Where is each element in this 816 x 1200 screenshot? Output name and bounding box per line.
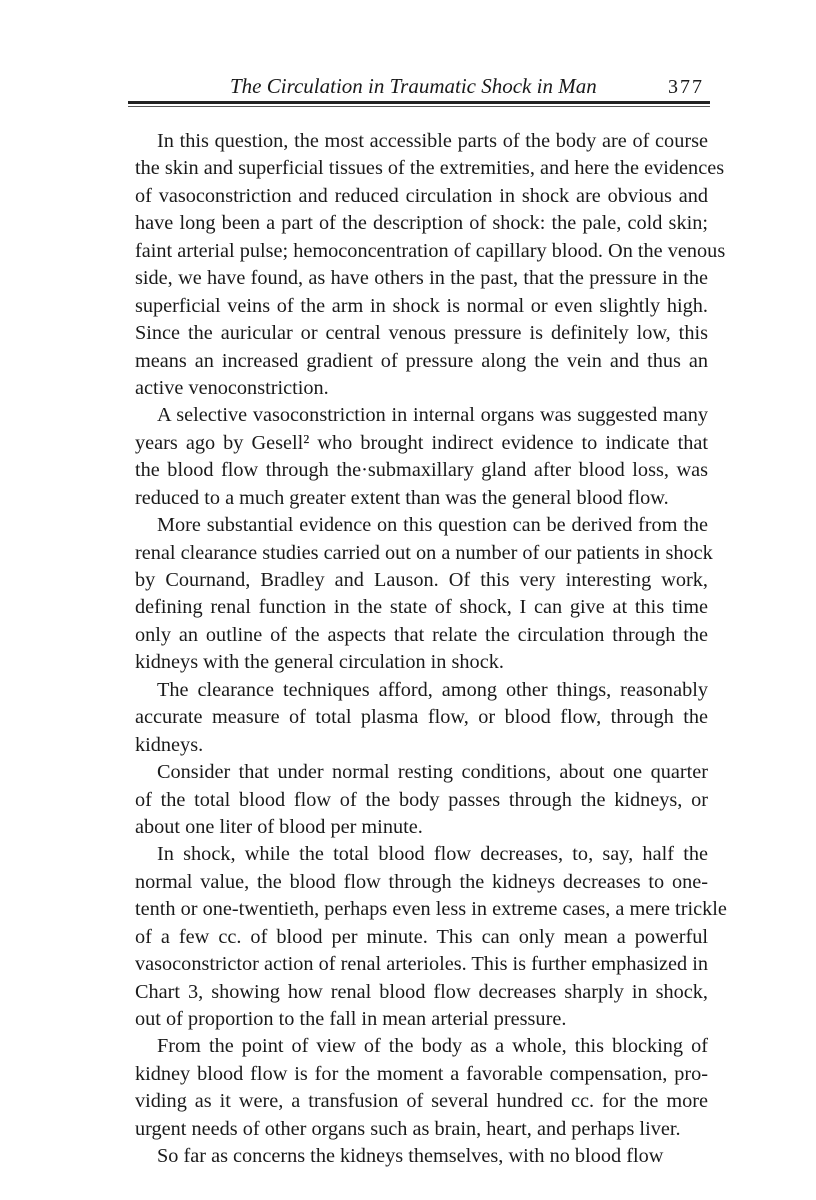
paragraph	[135, 677, 708, 759]
text-line: tenth or one-twentieth, perhaps even less in extreme cases, a mere trickle	[135, 898, 727, 921]
header-rule-thick	[128, 101, 710, 104]
text-line: years ago by Gesell² who brought indirect evidence to indicate that	[135, 431, 708, 454]
text-line: viding as it were, a transfusion of several hundred cc. for the more	[135, 1090, 708, 1113]
paragraph	[135, 1033, 708, 1143]
running-title: The Circulation in Traumatic Shock in Man	[230, 74, 597, 98]
text-line: kidneys with the general circulation in shock.	[135, 651, 504, 674]
text-line: the blood flow through the·submaxillary gland after blood loss, was	[135, 459, 708, 482]
paragraph	[135, 128, 726, 402]
text-line: In this question, the most accessible parts of the body are of course	[157, 130, 708, 152]
text-line: kidney blood flow is for the moment a favorable compensation, pro-	[135, 1062, 708, 1085]
text-line: of a few cc. of blood per minute. This can only mean a powerful	[135, 925, 708, 948]
text-line: normal value, the blood flow through the kidneys decreases to one-	[135, 870, 708, 893]
text-line: kidneys.	[135, 733, 204, 756]
text-line: urgent needs of other organs such as brain, heart, and perhaps liver.	[135, 1117, 681, 1140]
text-line: active venoconstriction.	[135, 376, 329, 399]
text-line: have long been a part of the description of shock: the pale, cold skin;	[135, 212, 708, 235]
text-line: A selective vasoconstriction in internal organs was suggested many	[157, 404, 708, 427]
text-line: out of proportion to the fall in mean arterial pressure.	[135, 1008, 567, 1030]
text-line: Since the auricular or central venous pressure is definitely low, this	[135, 322, 708, 345]
running-header	[130, 74, 710, 100]
text-line: defining renal function in the state of shock, I can give at this time	[135, 596, 708, 619]
paragraph	[135, 1143, 708, 1170]
paragraph	[135, 512, 713, 677]
text-line: So far as concerns the kidneys themselves, with no blood flow	[157, 1145, 664, 1168]
text-line: means an increased gradient of pressure along the vein and thus an	[135, 349, 708, 372]
text-line: More substantial evidence on this question can be derived from the	[157, 514, 708, 537]
text-line: side, we have found, as have others in the past, that the pressure in the	[135, 267, 708, 290]
page-number: 377	[668, 76, 704, 98]
text-line: vasoconstrictor action of renal arterioles. This is further emphasized in	[135, 953, 708, 976]
paragraph	[135, 759, 708, 841]
body-text	[135, 128, 727, 1171]
text-line: From the point of view of the body as a whole, this blocking of	[157, 1035, 708, 1058]
paragraph	[135, 402, 708, 512]
text-line: faint arterial pulse; hemoconcentration of capillary blood. On the venous	[135, 239, 726, 262]
text-line: superficial veins of the arm in shock is normal or even slightly high.	[135, 294, 708, 317]
text-line: the skin and superficial tissues of the extremities, and here the evidences	[135, 157, 725, 180]
paragraph	[135, 841, 727, 1033]
text-line: Chart 3, showing how renal blood flow decreases sharply in shock,	[135, 980, 708, 1003]
text-line: only an outline of the aspects that relate the circulation through the	[135, 623, 708, 646]
header-rule-thin	[128, 106, 710, 107]
text-line: Consider that under normal resting conditions, about one quarter	[157, 761, 708, 784]
text-line: accurate measure of total plasma flow, or blood flow, through the	[135, 706, 708, 729]
text-line: by Cournand, Bradley and Lauson. Of this very interesting work,	[135, 569, 708, 591]
text-line: renal clearance studies carried out on a number of our patients in shock	[135, 541, 713, 564]
text-line: of vasoconstriction and reduced circulation in shock are obvious and	[135, 184, 708, 207]
text-line: The clearance techniques afford, among other things, reasonably	[157, 678, 708, 701]
text-line: about one liter of blood per minute.	[135, 815, 423, 838]
text-line: of the total blood flow of the body passes through the kidneys, or	[135, 788, 708, 811]
text-line: In shock, while the total blood flow decreases, to, say, half the	[157, 843, 708, 866]
text-line: reduced to a much greater extent than was the general blood flow.	[135, 486, 669, 509]
